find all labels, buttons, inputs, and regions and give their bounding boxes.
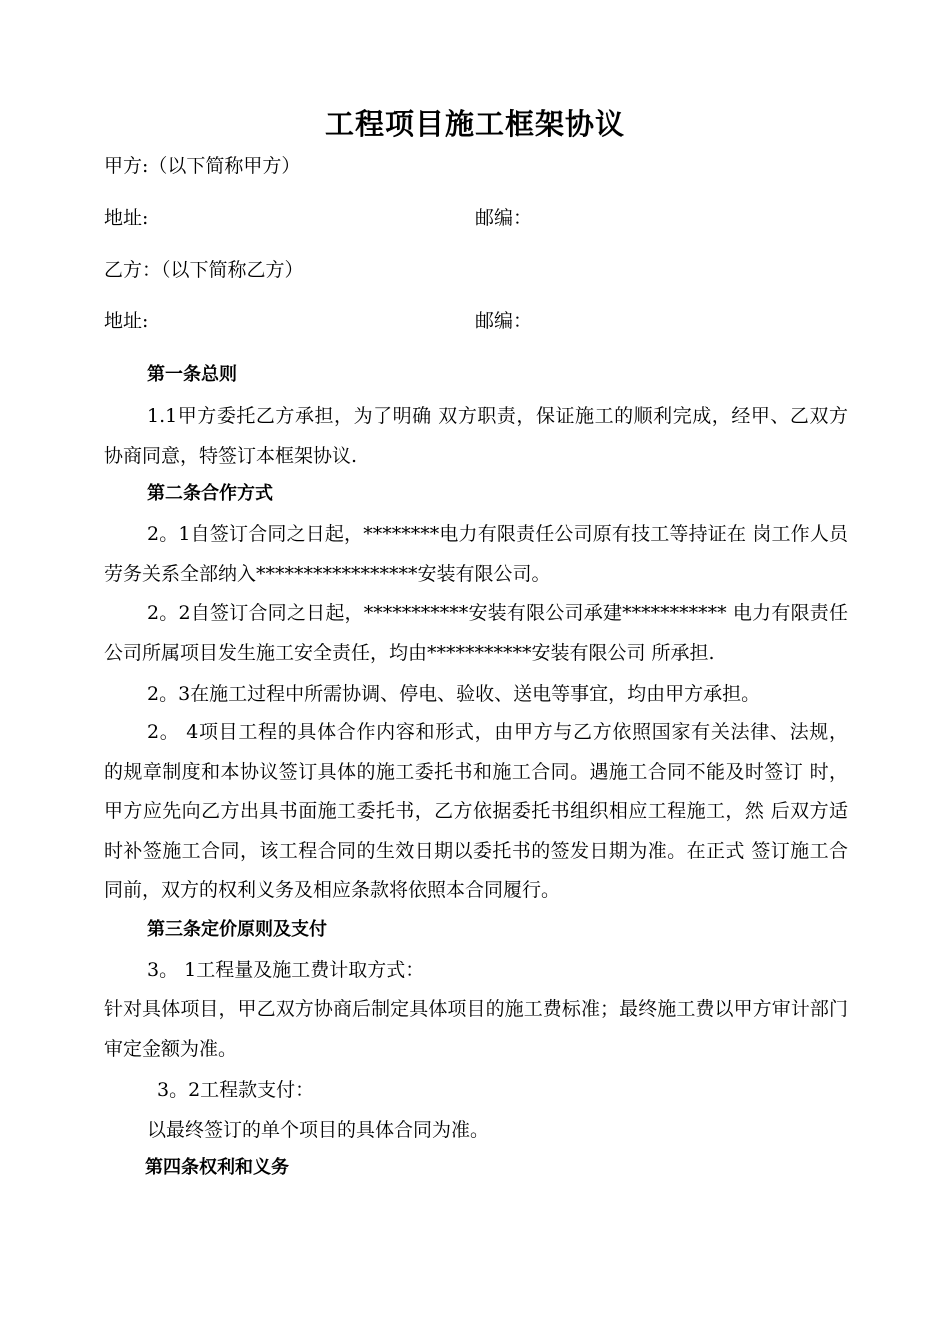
article-2-clause-4: 2。 4项目工程的具体合作内容和形式，由甲方与乙方依照国家有关法律、法规， 的规章制度和本协议签订具体的施工委托书和施工合同。遇施工合同不能及时签订 时，甲方应先向乙方出具书面施工委托书，乙方依据委托书组织相应工程施工，然 后双方适时补签施工合同，该工程合同的生效日期以委托书的签发日期为准。在正式 签订施工合同前，双方的权利义务及相应条款将依照本合同履行。 <box>104 721 848 902</box>
party-a-postcode-label: 邮编： <box>475 207 533 229</box>
party-a-label: 甲方:（以下简称甲方） <box>104 155 301 177</box>
article-1-heading: 第一条总则 <box>147 364 237 385</box>
article-2-clause-3: 2。3在施工过程中所需协调、停电、验收、送电等事宜，均由甲方承担。 <box>147 683 761 705</box>
party-a-address-label: 地址: <box>104 207 149 229</box>
article-3-section-2-body: 以最终签订的单个项目的具体合同为准。 <box>147 1119 490 1141</box>
party-b-postcode-label: 邮编： <box>475 310 533 332</box>
article-2-clause-1: 2。1自签订合同之日起，********电力有限责任公司原有技工等持证在 岗工作人员劳务关系全部纳入*****************安装有限公司。 <box>104 523 848 585</box>
document-title: 工程项目施工框架协议 <box>324 107 625 141</box>
article-3-section-1-body: 针对具体项目，甲乙双方协商后制定具体项目的施工费标准；最终施工费以甲方审计部门审定金额为准。 <box>104 998 848 1060</box>
party-b-label: 乙方：（以下简称乙方） <box>104 259 304 281</box>
article-3-section-1-title: 3。 1工程量及施工费计取方式： <box>147 959 425 981</box>
article-2-clause-2: 2。2自签订合同之日起，***********安装有限公司承建*********** 电力有限责任公司所属项目发生施工安全责任，均由***********安装有限公司 所承担. <box>104 602 848 664</box>
article-4-heading: 第四条权利和义务 <box>145 1157 289 1178</box>
article-3-section-2-title: 3。2工程款支付： <box>157 1079 315 1101</box>
article-3-heading: 第三条定价原则及支付 <box>147 919 327 940</box>
party-b-address-label: 地址: <box>104 310 149 332</box>
article-2-heading: 第二条合作方式 <box>147 483 273 504</box>
article-1-clause-1: 1.1甲方委托乙方承担，为了明确 双方职责，保证施工的顺利完成，经甲、乙双方协商同意，特签订本框架协议. <box>104 405 848 467</box>
